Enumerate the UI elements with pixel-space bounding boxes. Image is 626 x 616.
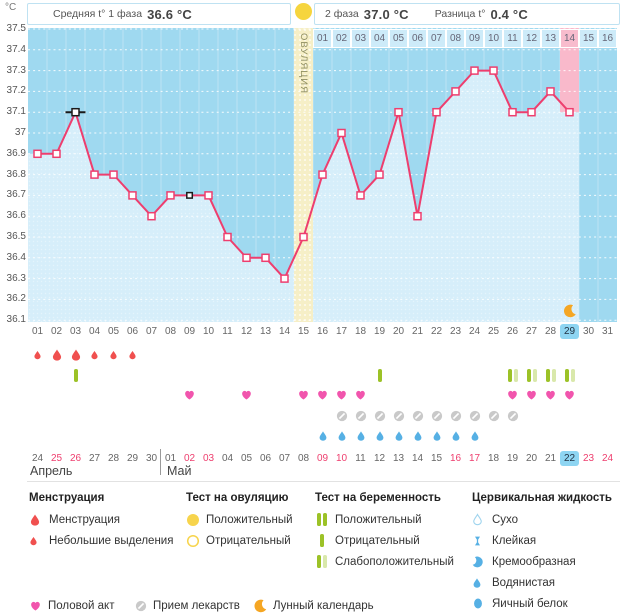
legend-item-label: Отрицательный: [335, 534, 420, 547]
temp-point-day-11[interactable]: [224, 234, 231, 241]
calendar-date[interactable]: 27: [88, 453, 101, 464]
legend-item: [472, 555, 612, 568]
drop-blue-marker: [446, 428, 465, 444]
legend-item-label: Сухо: [492, 513, 519, 526]
drop-red-small-icon: [128, 350, 137, 360]
temp-point-day-23[interactable]: [452, 88, 459, 95]
heart-icon: [354, 389, 367, 401]
medication-marker: [332, 408, 351, 424]
strips-weak-icon: [315, 554, 329, 569]
creamy-icon: [472, 556, 484, 568]
calendar-date[interactable]: 09: [316, 453, 329, 464]
drop-blue-marker: [465, 428, 484, 444]
month-label: Апрель: [30, 464, 73, 478]
legend-item-label: Водянистая: [492, 576, 556, 589]
temp-point-day-8[interactable]: [167, 192, 174, 199]
cycle-day-label[interactable]: 24: [468, 326, 481, 337]
calendar-date[interactable]: 24: [601, 453, 614, 464]
legend-item: [315, 513, 454, 526]
temp-point-day-16[interactable]: [319, 171, 326, 178]
calendar-date[interactable]: 25: [50, 453, 63, 464]
phase2-label: 2 фаза: [325, 8, 359, 20]
phase2-day-cell[interactable]: 12: [522, 29, 541, 48]
temp-point-day-19[interactable]: [376, 171, 383, 178]
cycle-day-label[interactable]: 15: [297, 326, 310, 337]
cycle-day-label[interactable]: 23: [449, 326, 462, 337]
drop-blue-icon: [472, 577, 482, 589]
calendar-date[interactable]: 30: [145, 453, 158, 464]
heart-marker: [332, 387, 351, 403]
heart-icon: [29, 600, 42, 612]
cycle-day-label[interactable]: 16: [316, 326, 329, 337]
drop-red-small-marker: [28, 347, 47, 363]
temp-point-day-13[interactable]: [262, 254, 269, 261]
cycle-day-label[interactable]: 04: [88, 326, 101, 337]
y-tick-label: 36.3: [6, 272, 26, 284]
y-tick-label: 36.7: [6, 189, 26, 201]
heart-marker: [351, 387, 370, 403]
temp-point-day-25[interactable]: [490, 67, 497, 74]
medication-icon: [469, 410, 481, 422]
legend-item-label: Половой акт: [48, 599, 115, 612]
phase1-value: 36.6 °C: [147, 6, 192, 22]
heart-icon: [525, 389, 538, 401]
drop-blue-marker: [370, 428, 389, 444]
legend-section: [315, 492, 454, 576]
sticky-icon: [472, 535, 483, 547]
strips-weak-marker: [503, 367, 522, 383]
calendar-date[interactable]: 28: [107, 453, 120, 464]
cycle-day-label[interactable]: 29: [560, 324, 579, 339]
calendar-date[interactable]: 08: [297, 453, 310, 464]
cycle-day-label[interactable]: 11: [222, 326, 233, 337]
drop-blue-marker: [313, 428, 332, 444]
calendar-date[interactable]: 02: [183, 453, 196, 464]
strips-double-icon: [315, 512, 329, 527]
heart-marker: [522, 387, 541, 403]
phase1-label: Средняя t° 1 фаза: [53, 8, 143, 20]
plot-svg: [28, 28, 617, 322]
diff-label: Разница t°: [434, 8, 486, 20]
calendar-date[interactable]: 18: [487, 453, 500, 464]
medication-marker: [503, 408, 522, 424]
cycle-day-label[interactable]: 27: [525, 326, 538, 337]
calendar-date[interactable]: 03: [202, 453, 215, 464]
legend-separator: [27, 481, 620, 482]
legend-item-label: Небольшие выделения: [49, 534, 174, 547]
phase2-day-cell[interactable]: 14: [560, 29, 579, 48]
legend-item: [29, 534, 173, 547]
phase2-day-cell[interactable]: 02: [332, 29, 351, 48]
medication-icon: [355, 410, 367, 422]
legend-item-label: Отрицательный: [206, 534, 291, 547]
drop-blue-marker: [389, 428, 408, 444]
phase2-day-cell[interactable]: 10: [484, 29, 503, 48]
temp-point-day-28[interactable]: [547, 88, 554, 95]
y-tick-label: 36.9: [6, 147, 26, 159]
cycle-day-label[interactable]: 31: [601, 326, 614, 337]
calendar-date[interactable]: 19: [506, 453, 519, 464]
calendar-date[interactable]: 24: [31, 453, 44, 464]
cycle-day-label[interactable]: 18: [354, 326, 367, 337]
drop-blue-icon: [432, 430, 442, 442]
calendar-date[interactable]: 01: [164, 453, 177, 464]
drop-red-small-icon: [29, 536, 38, 546]
heart-marker: [313, 387, 332, 403]
medication-icon: [488, 410, 500, 422]
circle-yellow-outline-icon: [186, 534, 200, 548]
legend-item-label: Кремообразная: [492, 555, 576, 568]
heart-icon: [544, 389, 557, 401]
legend-item: [315, 555, 454, 568]
heart-marker: [294, 387, 313, 403]
y-tick-label: 37.4: [6, 43, 26, 55]
drop-red-small-icon: [33, 350, 42, 360]
legend-item-label: Слабоположительный: [335, 555, 454, 568]
drop-red-large-icon: [29, 513, 41, 527]
legend-section-title: Менструация: [29, 492, 105, 504]
temp-point-day-7[interactable]: [148, 213, 155, 220]
medication-marker: [427, 408, 446, 424]
drop-red-small-icon: [90, 350, 99, 360]
phase2-value: 37.0 °C: [363, 6, 409, 22]
strips-weak-marker: [560, 367, 579, 383]
y-tick-label: 36.4: [6, 251, 26, 263]
cycle-day-label[interactable]: 20: [392, 326, 405, 337]
calendar-date[interactable]: 17: [468, 453, 481, 464]
ovulation-column-label: ОВУЛЯЦИЯ: [298, 33, 309, 94]
phase2-day-cell[interactable]: 11: [503, 29, 522, 48]
strip-single-marker: [66, 367, 85, 383]
legend-item-label: Клейкая: [492, 534, 537, 547]
legend-item: [472, 597, 612, 610]
drop-blue-icon: [375, 430, 385, 442]
legend-item: [253, 598, 374, 613]
drop-red-large-marker: [66, 347, 85, 363]
legend-section-title: Тест на беременность: [315, 492, 441, 504]
drop-red-large-icon: [70, 348, 82, 362]
cycle-day-label[interactable]: 12: [240, 326, 253, 337]
calendar-date[interactable]: 21: [544, 453, 557, 464]
temp-point-day-15[interactable]: [300, 234, 307, 241]
medication-icon: [336, 410, 348, 422]
calendar-date[interactable]: 29: [126, 453, 139, 464]
phase1-average-box: [27, 3, 291, 25]
temp-point-day-6[interactable]: [129, 192, 136, 199]
moon-icon: [253, 599, 267, 613]
circle-yellow-filled-icon: [186, 513, 200, 527]
y-tick-label: 37.1: [6, 106, 26, 118]
legend-item: [472, 534, 612, 547]
cycle-day-label[interactable]: 14: [278, 326, 291, 337]
cycle-day-label[interactable]: 01: [31, 326, 44, 337]
strip-single-icon: [69, 368, 83, 383]
cycle-day-label[interactable]: 19: [373, 326, 386, 337]
phase2-day-cell[interactable]: 03: [351, 29, 370, 48]
drop-red-small-marker: [104, 347, 123, 363]
drop-blue-marker: [351, 428, 370, 444]
legend-item-label: Прием лекарств: [153, 599, 240, 612]
diff-value: 0.4 °C: [490, 6, 528, 22]
medication-icon: [135, 600, 147, 612]
heart-icon: [240, 389, 253, 401]
medication-icon: [507, 410, 519, 422]
y-tick-label: 36.2: [6, 293, 26, 305]
y-tick-label: 37.3: [6, 64, 26, 76]
drop-blue-icon: [318, 430, 328, 442]
phase2-day-cell[interactable]: 09: [465, 29, 484, 48]
cycle-day-label[interactable]: 08: [164, 326, 177, 337]
heart-icon: [316, 389, 329, 401]
strips-weak-marker: [522, 367, 541, 383]
temp-point-day-22[interactable]: [433, 109, 440, 116]
ovulation-positive-icon: [295, 3, 312, 20]
heart-marker: [237, 387, 256, 403]
calendar-date[interactable]: 11: [355, 453, 366, 464]
legend-item: [472, 576, 612, 589]
drop-red-large-marker: [47, 347, 66, 363]
phase2-day-cell[interactable]: 16: [598, 29, 617, 48]
temp-point-day-14[interactable]: [281, 275, 288, 282]
egg-white-icon: [472, 597, 484, 610]
cycle-day-label[interactable]: 28: [544, 326, 557, 337]
calendar-date[interactable]: 05: [240, 453, 253, 464]
cycle-day-label[interactable]: 25: [487, 326, 500, 337]
temp-point-day-20[interactable]: [395, 109, 402, 116]
drop-blue-icon: [394, 430, 404, 442]
drop-red-small-marker: [85, 347, 104, 363]
legend-item: [135, 598, 240, 613]
medication-marker: [370, 408, 389, 424]
legend-section: [472, 492, 612, 616]
heart-icon: [183, 389, 196, 401]
heart-marker: [560, 387, 579, 403]
y-tick-label: 37.2: [6, 85, 26, 97]
y-axis-unit: °C: [5, 2, 17, 13]
temp-point-day-18[interactable]: [357, 192, 364, 199]
legend-item: [29, 598, 114, 613]
y-tick-label: 36.1: [6, 314, 26, 326]
legend-section-title: Цервикальная жидкость: [472, 492, 612, 504]
strip-single-marker: [370, 367, 389, 383]
legend-item: [186, 513, 293, 526]
drop-blue-icon: [451, 430, 461, 442]
legend-item: [29, 513, 173, 526]
legend-item-label: Положительный: [335, 513, 422, 526]
temp-point-day-1[interactable]: [34, 150, 41, 157]
temp-point-day-9[interactable]: [187, 193, 193, 199]
calendar-date[interactable]: 14: [411, 453, 424, 464]
phase2-day-cell[interactable]: 04: [370, 29, 389, 48]
temp-point-day-12[interactable]: [243, 254, 250, 261]
medication-icon: [393, 410, 405, 422]
y-tick-label: 37.5: [6, 23, 26, 34]
calendar-date[interactable]: 06: [259, 453, 272, 464]
heart-marker: [541, 387, 560, 403]
temp-point-day-21[interactable]: [414, 213, 421, 220]
heart-marker: [180, 387, 199, 403]
drop-outline-icon: [472, 513, 483, 526]
calendar-date[interactable]: 20: [525, 453, 538, 464]
medication-marker: [484, 408, 503, 424]
temp-point-day-4[interactable]: [91, 171, 98, 178]
drop-blue-marker: [427, 428, 446, 444]
medication-icon: [450, 410, 462, 422]
strip-single-icon: [373, 368, 387, 383]
legend-section-title: Тест на овуляцию: [186, 492, 289, 504]
legend-section: [29, 492, 173, 555]
medication-marker: [446, 408, 465, 424]
cycle-day-label[interactable]: 05: [107, 326, 120, 337]
phase2-day-cell[interactable]: 13: [541, 29, 560, 48]
legend-item-label: Лунный календарь: [273, 599, 374, 612]
drop-red-small-icon: [109, 350, 118, 360]
strips-weak-marker: [541, 367, 560, 383]
calendar-date[interactable]: 16: [449, 453, 462, 464]
medication-marker: [408, 408, 427, 424]
temp-point-day-2[interactable]: [53, 150, 60, 157]
calendar-date[interactable]: 13: [392, 453, 405, 464]
heart-icon: [335, 389, 348, 401]
heart-icon: [297, 389, 310, 401]
y-tick-label: 36.5: [6, 231, 26, 242]
calendar-date[interactable]: 12: [373, 453, 386, 464]
drop-blue-marker: [332, 428, 351, 444]
calendar-date[interactable]: 15: [430, 453, 443, 464]
temp-point-day-3[interactable]: [72, 109, 79, 116]
drop-blue-marker: [408, 428, 427, 444]
drop-blue-icon: [337, 430, 347, 442]
strips-weak-icon: [506, 368, 520, 383]
cycle-day-label[interactable]: 03: [69, 326, 82, 337]
phase2-day-cell[interactable]: 08: [446, 29, 465, 48]
strips-weak-icon: [544, 368, 558, 383]
temp-point-day-5[interactable]: [110, 171, 117, 178]
temp-point-day-26[interactable]: [509, 109, 516, 116]
heart-icon: [506, 389, 519, 401]
temperature-plot: [28, 28, 617, 322]
cycle-day-label[interactable]: 21: [411, 326, 424, 337]
legend-section: [186, 492, 293, 555]
phase2-stats-box: [314, 3, 620, 25]
calendar-date[interactable]: 04: [221, 453, 234, 464]
medication-icon: [374, 410, 386, 422]
heart-icon: [563, 389, 576, 401]
y-tick-label: 36.6: [6, 210, 26, 222]
cycle-day-label[interactable]: 13: [259, 326, 272, 337]
drop-blue-icon: [413, 430, 423, 442]
month-label: Май: [167, 464, 192, 478]
cycle-day-label[interactable]: 07: [145, 326, 158, 337]
phase2-day-cell[interactable]: 07: [427, 29, 446, 48]
strip-single-icon: [315, 533, 329, 548]
cycle-day-label[interactable]: 02: [50, 326, 63, 337]
calendar-date[interactable]: 23: [582, 453, 595, 464]
calendar-date[interactable]: 22: [560, 451, 579, 466]
y-tick-label: 36.8: [6, 168, 26, 180]
phase2-day-cell[interactable]: 01: [313, 29, 332, 48]
strips-weak-icon: [563, 368, 577, 383]
heart-marker: [503, 387, 522, 403]
phase2-day-cell[interactable]: 15: [579, 29, 598, 48]
temp-point-day-27[interactable]: [528, 109, 535, 116]
phase2-day-cell[interactable]: 05: [389, 29, 408, 48]
medication-marker: [389, 408, 408, 424]
y-tick-label: 37: [14, 127, 26, 138]
legend-item-label: Менструация: [49, 513, 120, 526]
drop-blue-icon: [356, 430, 366, 442]
drop-blue-icon: [470, 430, 480, 442]
temp-point-day-17[interactable]: [338, 130, 345, 137]
medication-icon: [412, 410, 424, 422]
temp-point-day-10[interactable]: [205, 192, 212, 199]
medication-marker: [465, 408, 484, 424]
strips-weak-icon: [525, 368, 539, 383]
legend-item: [472, 513, 612, 526]
cycle-day-label[interactable]: 22: [430, 326, 443, 337]
calendar-date[interactable]: 07: [278, 453, 291, 464]
cycle-day-label[interactable]: 17: [335, 326, 348, 337]
drop-red-small-marker: [123, 347, 142, 363]
cycle-day-label[interactable]: 26: [506, 326, 519, 337]
cycle-day-label[interactable]: 30: [582, 326, 595, 337]
legend-item: [315, 534, 454, 547]
cycle-day-label[interactable]: 09: [183, 326, 196, 337]
temp-point-day-24[interactable]: [471, 67, 478, 74]
legend-item-label: Положительный: [206, 513, 293, 526]
calendar-date[interactable]: 10: [335, 453, 348, 464]
phase2-day-cell[interactable]: 06: [408, 29, 427, 48]
temp-point-day-29[interactable]: [566, 109, 573, 116]
medication-icon: [431, 410, 443, 422]
medication-marker: [351, 408, 370, 424]
drop-red-large-icon: [51, 348, 63, 362]
cycle-day-label[interactable]: 10: [202, 326, 215, 337]
calendar-date[interactable]: 26: [69, 453, 82, 464]
legend-item: [186, 534, 293, 547]
cycle-day-label[interactable]: 06: [126, 326, 139, 337]
legend-item-label: Яичный белок: [492, 597, 568, 610]
